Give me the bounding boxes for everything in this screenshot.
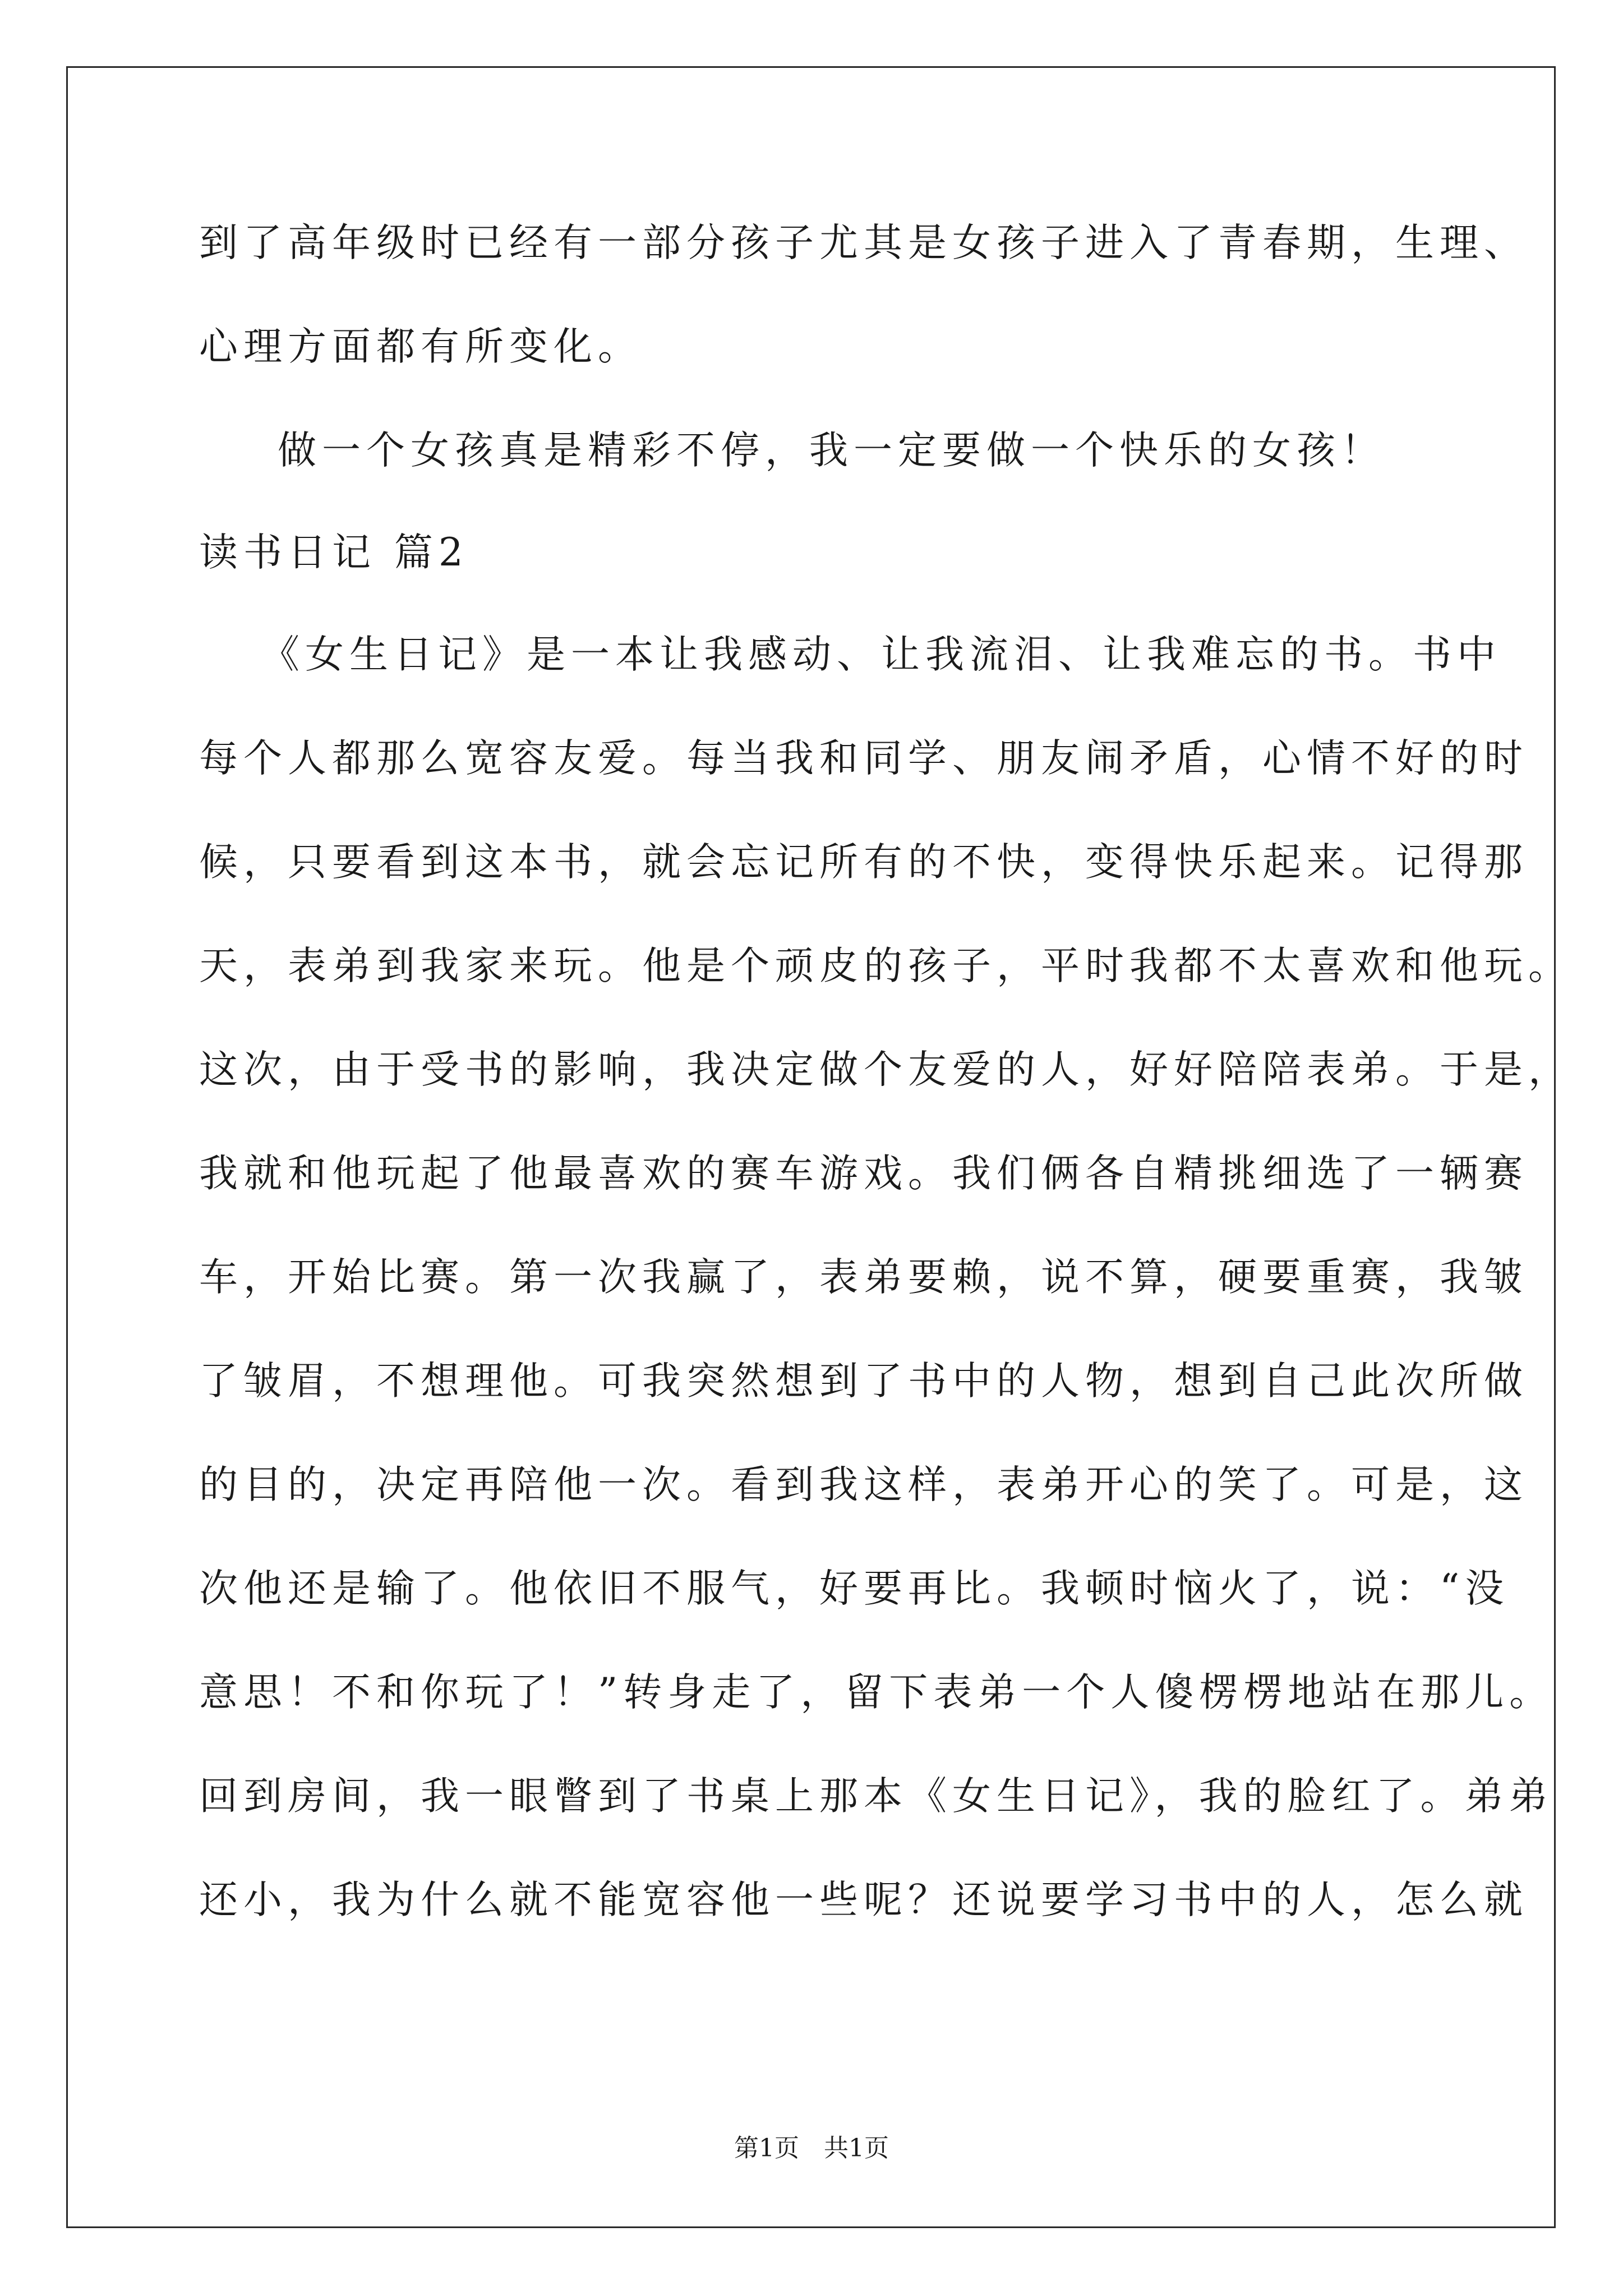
text-line: 天，表弟到我家来玩。他是个顽皮的孩子，平时我都不太喜欢和他玩。 (199, 944, 1573, 988)
text-line: 还小，我为什么就不能宽容他一些呢？还说要学习书中的人，怎么就 (199, 1878, 1528, 1922)
text-line: 车，开始比赛。第一次我赢了，表弟要赖，说不算，硬要重赛，我皱 (199, 1255, 1528, 1300)
text-line: 意思！不和你玩了！”转身走了，留下表弟一个人傻楞楞地站在那儿。 (199, 1670, 1554, 1715)
paragraph-line: 《女生日记》是一本让我感动、让我流泪、让我难忘的书。书中 (261, 632, 1501, 677)
section-heading: 读书日记 篇2 (199, 530, 469, 575)
text-line: 了皱眉，不想理他。可我突然想到了书中的人物，想到自己此次所做 (199, 1359, 1528, 1404)
page-footer (0, 2132, 1623, 2165)
text-line: 候，只要看到这本书，就会忘记所有的不快，变得快乐起来。记得那 (199, 840, 1528, 885)
text-line: 次他还是输了。他依旧不服气，好要再比。我顿时恼火了，说：“没 (199, 1566, 1510, 1611)
text-line: 每个人都那么宽容友爱。每当我和同学、朋友闹矛盾，心情不好的时 (199, 736, 1528, 781)
text-line: 心理方面都有所变化。 (199, 324, 642, 369)
text-line: 到了高年级时已经有一部分孩子尤其是女孩子进入了青春期，生理、 (199, 220, 1528, 265)
text-line: 回到房间，我一眼瞥到了书桌上那本《女生日记》，我的脸红了。弟弟 (199, 1774, 1553, 1819)
page-number: 第1页 (734, 2134, 799, 2162)
page-total: 共1页 (824, 2134, 889, 2162)
paragraph-line: 做一个女孩真是精彩不停，我一定要做一个快乐的女孩！ (278, 428, 1385, 473)
text-line: 的目的，决定再陪他一次。看到我这样，表弟开心的笑了。可是，这 (199, 1462, 1528, 1507)
text-line: 我就和他玩起了他最喜欢的赛车游戏。我们俩各自精挑细选了一辆赛 (199, 1151, 1528, 1196)
text-line: 这次，由于受书的影响，我决定做个友爱的人，好好陪陪表弟。于是， (199, 1047, 1573, 1092)
